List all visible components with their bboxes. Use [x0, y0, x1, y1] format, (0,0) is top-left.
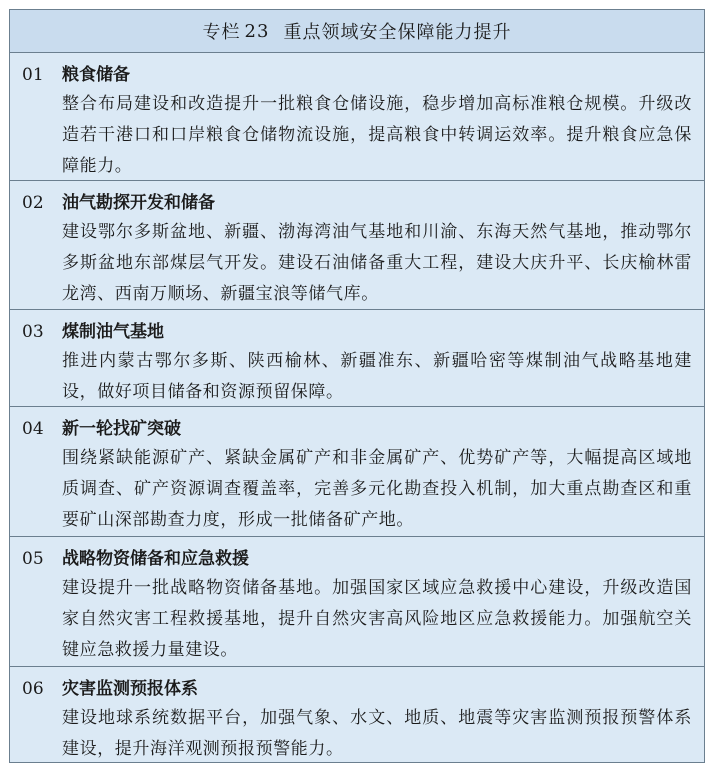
section-title: 新一轮找矿突破	[62, 419, 181, 439]
section-number: 01	[22, 65, 44, 85]
section-number: 04	[22, 419, 44, 439]
column-header	[10, 10, 704, 53]
column-label: 专栏	[202, 22, 241, 43]
section-item	[10, 407, 704, 537]
section-item	[10, 181, 704, 310]
section-body: 推进内蒙古鄂尔多斯、陕西榆林、新疆准东、新疆哈密等煤制油气战略基地建设，做好项目储备和资源预留保障。	[62, 351, 692, 402]
section-body: 整合布局建设和改造提升一批粮食仓储设施，稳步增加高标准粮仓规模。升级改造若干港口和口岸粮食仓储物流设施，提高粮食中转调运效率。提升粮食应急保障能力。	[62, 94, 692, 176]
section-title: 油气勘探开发和储备	[62, 193, 215, 213]
section-item	[10, 310, 704, 407]
section-item	[10, 53, 704, 181]
column-number: 23	[244, 20, 270, 42]
section-title: 煤制油气基地	[62, 322, 164, 342]
section-number: 02	[22, 193, 44, 213]
section-number: 03	[22, 322, 44, 342]
section-item	[10, 667, 704, 763]
section-number: 06	[22, 679, 44, 699]
section-body: 建设提升一批战略物资储备基地。加强国家区域应急救援中心建设，升级改造国家自然灾害工程救援基地，提升自然灾害高风险地区应急救援能力。加强航空关键应急救援力量建设。	[62, 578, 692, 660]
section-body: 围绕紧缺能源矿产、紧缺金属矿产和非金属矿产、优势矿产等，大幅提高区域地质调查、矿产资源调查覆盖率，完善多元化勘查投入机制，加大重点勘查区和重要矿山深部勘查力度，形成一批储备矿产地。	[62, 448, 692, 530]
section-body: 建设地球系统数据平台，加强气象、水文、地质、地震等灾害监测预报预警体系建设，提升海洋观测预报预警能力。	[62, 708, 692, 759]
section-body: 建设鄂尔多斯盆地、新疆、渤海湾油气基地和川渝、东海天然气基地，推动鄂尔多斯盆地东部煤层气开发。建设石油储备重大工程，建设大庆升平、长庆榆林雷龙湾、西南万顺场、新疆宝浪等储气库。	[62, 222, 692, 304]
section-number: 05	[22, 549, 44, 569]
column-title: 重点领域安全保障能力提升	[283, 22, 512, 43]
section-title: 灾害监测预报体系	[62, 679, 198, 699]
section-title: 战略物资储备和应急救援	[62, 549, 249, 569]
section-item	[10, 537, 704, 667]
column-panel	[9, 9, 705, 763]
section-title: 粮食储备	[62, 65, 130, 85]
